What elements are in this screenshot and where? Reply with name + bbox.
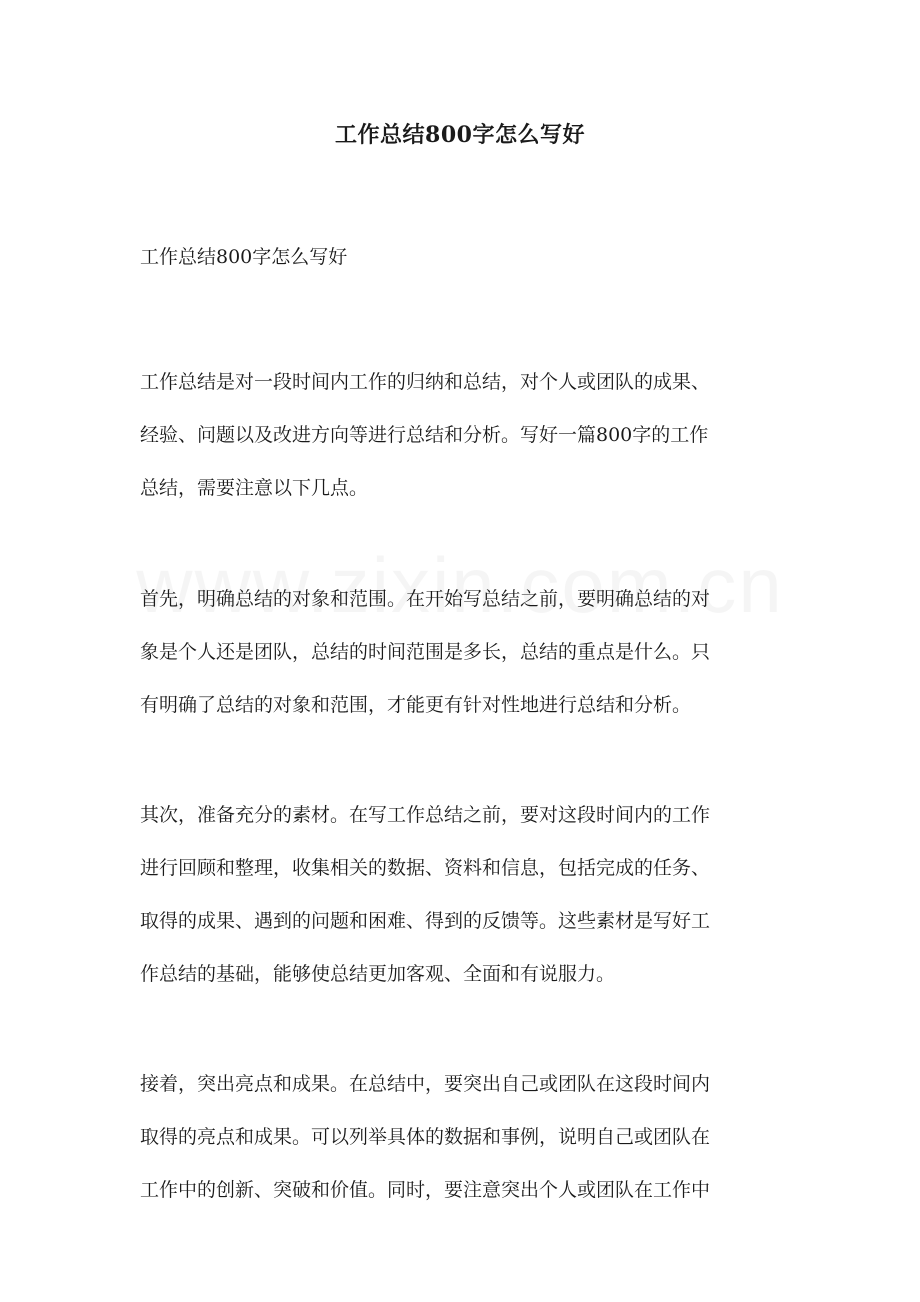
paragraph-line: 工作总结是对一段时间内工作的归纳和总结，对个人或团队的成果、: [140, 371, 711, 393]
paragraph-line: 取得的亮点和成果。可以列举具体的数据和事例，说明自己或团队在: [140, 1126, 711, 1148]
paragraph-line: 经验、问题以及改进方向等进行总结和分析。写好一篇800字的工作: [140, 424, 709, 446]
paragraph-first: [140, 573, 800, 732]
paragraph-line: 首先，明确总结的对象和范围。在开始写总结之前，要明确总结的对: [140, 588, 711, 610]
paragraph-line: 作总结的基础，能够使总结更加客观、全面和有说服力。: [140, 963, 616, 985]
paragraph-line: 取得的成果、遇到的问题和困难、得到的反馈等。这些素材是写好工: [140, 910, 711, 932]
paragraph-line: 接着，突出亮点和成果。在总结中，要突出自己或团队在这段时间内: [140, 1073, 711, 1095]
paragraph-line: 工作中的创新、突破和价值。同时，要注意突出个人或团队在工作中: [140, 1179, 711, 1201]
paragraph-intro: [140, 356, 800, 515]
paragraph-line: 其次，准备充分的素材。在写工作总结之前，要对这段时间内的工作: [140, 804, 711, 826]
document-title: 工作总结800字怎么写好: [335, 122, 585, 148]
paragraph-third: [140, 1058, 800, 1217]
paragraph-line: 象是个人还是团队，总结的时间范围是多长，总结的重点是什么。只: [140, 641, 711, 663]
paragraph-line: 总结，需要注意以下几点。: [140, 477, 369, 499]
paragraph-second: [140, 789, 800, 1001]
paragraph-line: 进行回顾和整理，收集相关的数据、资料和信息，包括完成的任务、: [140, 857, 711, 879]
paragraph-line: 有明确了总结的对象和范围，才能更有针对性地进行总结和分析。: [140, 694, 692, 716]
document-subtitle: 工作总结800字怎么写好: [140, 246, 348, 268]
